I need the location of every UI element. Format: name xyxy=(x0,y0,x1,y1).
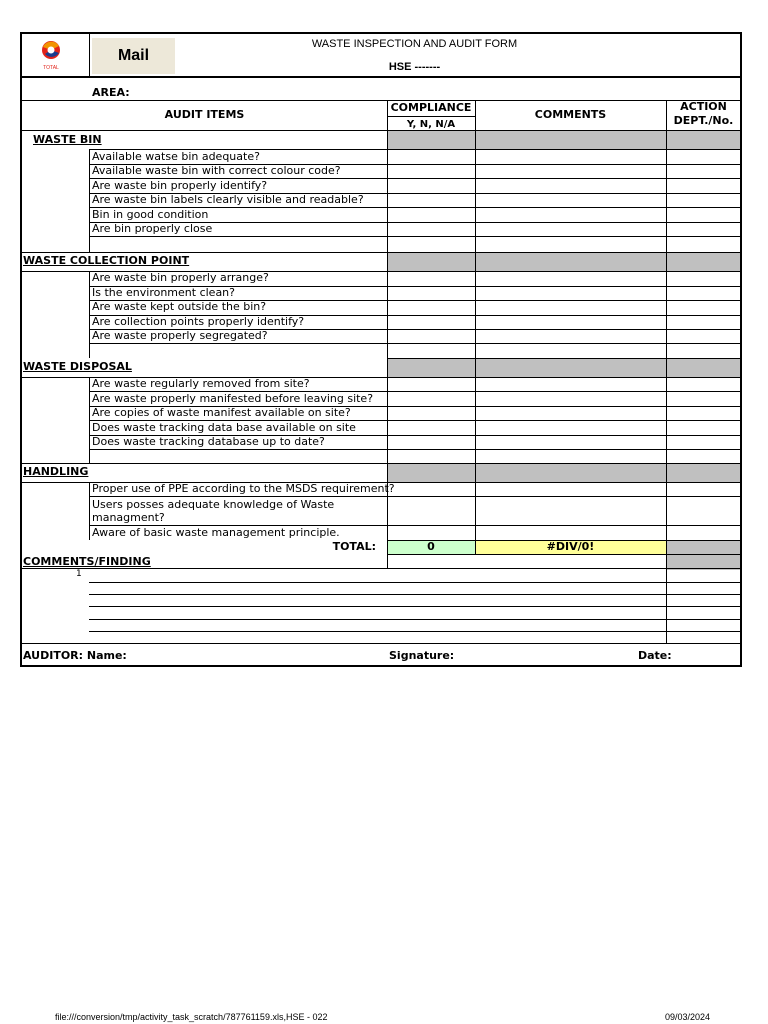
list-item: Are collection points properly identify? xyxy=(92,315,305,328)
collection-header-fill xyxy=(387,252,741,271)
signature-label: Signature: xyxy=(389,649,455,662)
total-comments-value: #DIV/0! xyxy=(546,540,595,553)
list-item: Are waste bin properly arrange? xyxy=(92,271,269,284)
list-item: Are waste bin properly identify? xyxy=(92,179,268,192)
mail-label: Mail xyxy=(117,47,150,64)
findings-title: COMMENTS/FINDING xyxy=(23,555,151,568)
action-header-line1: ACTION xyxy=(680,100,727,113)
section-title-waste-disposal: WASTE DISPOSAL xyxy=(23,360,132,373)
comments-header: COMMENTS xyxy=(534,108,607,121)
total-label: TOTAL: xyxy=(332,540,376,553)
audit-items-header: AUDIT ITEMS xyxy=(164,108,245,121)
footer-file-path: file:///conversion/tmp/activity_task_scratch/787761159.xls,HSE - 022 xyxy=(55,1012,328,1022)
section-title-waste-bin: WASTE BIN xyxy=(33,133,102,146)
list-item: Are waste properly segregated? xyxy=(92,329,268,342)
total-action-fill xyxy=(666,540,741,554)
list-item: Are waste kept outside the bin? xyxy=(92,300,267,313)
list-item: Available waste bin with correct colour code? xyxy=(92,164,341,177)
compliance-subheader: Y, N, N/A xyxy=(406,119,456,130)
auditor-name-label: AUDITOR: Name: xyxy=(23,649,127,662)
list-item: Are waste bin labels clearly visible and readable? xyxy=(92,193,364,206)
list-item: Is the environment clean? xyxy=(92,286,235,299)
section-title-waste-collection-point: WASTE COLLECTION POINT xyxy=(23,254,190,267)
list-item: Available watse bin adequate? xyxy=(92,150,260,163)
list-item: Are waste properly manifested before leaving site? xyxy=(92,392,374,405)
list-item: Are bin properly close xyxy=(92,222,213,235)
list-item: Does waste tracking database up to date? xyxy=(92,435,325,448)
list-item: Bin in good condition xyxy=(92,208,209,221)
mail-label-box xyxy=(92,38,175,74)
list-item: Are copies of waste manifest available on site? xyxy=(92,406,351,419)
form-title: WASTE INSPECTION AND AUDIT FORM xyxy=(311,38,518,50)
total-logo-icon xyxy=(33,38,69,72)
compliance-header: COMPLIANCE xyxy=(390,101,472,114)
list-item: Proper use of PPE according to the MSDS requirement? xyxy=(92,482,395,495)
list-item: Does waste tracking data base available on site xyxy=(92,421,356,434)
total-compliance-value: 0 xyxy=(427,540,435,553)
action-header-line2: DEPT./No. xyxy=(673,114,734,127)
date-label: Date: xyxy=(638,649,672,662)
handling-header-fill xyxy=(387,463,741,482)
section-title-handling: HANDLING xyxy=(23,465,89,478)
list-item: Aware of basic waste management principle. xyxy=(92,526,340,539)
disposal-header-fill xyxy=(387,358,741,377)
form-code: HSE ------- xyxy=(388,61,441,73)
findings-first-index: 1 xyxy=(76,569,82,579)
list-item: Are waste regularly removed from site? xyxy=(92,377,310,390)
footer-date: 09/03/2024 xyxy=(665,1012,711,1022)
list-item: Users posses adequate knowledge of Waste xyxy=(92,498,335,511)
svg-text:TOTAL: TOTAL xyxy=(43,65,59,71)
area-label: AREA: xyxy=(92,86,130,99)
bin-header-fill xyxy=(387,130,741,149)
list-item: managment? xyxy=(92,511,165,524)
